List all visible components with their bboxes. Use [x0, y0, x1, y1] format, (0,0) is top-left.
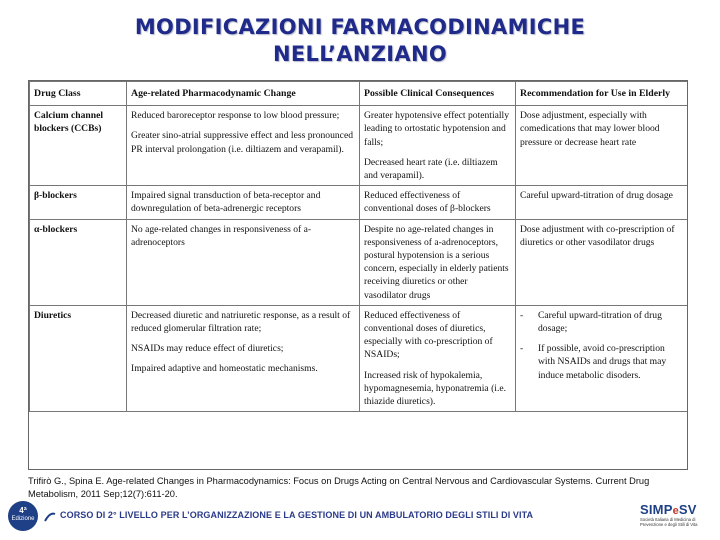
cell-text: Despite no age-related changes in responsiveness of a-adrenoceptors, postural hypotension is a serious concern, especially in elderly patients receiving diuretics or other vasodilator drugs: [364, 223, 509, 301]
drug-class-cell: Diuretics: [30, 305, 127, 411]
consequence-cell: [360, 305, 516, 411]
dash-bullet: -: [520, 343, 524, 355]
header-drug-class: Drug Class: [30, 82, 127, 106]
cell-text: Greater sino-atrial suppressive effect and less pronounced PR interval prolongation (i.e. diltiazem and verapamil).: [131, 130, 353, 155]
table-header-row: [30, 82, 688, 106]
table-row: [30, 186, 688, 219]
recommendation-cell: Dose adjustment with co-prescription of diuretics or other vasodilator drugs: [516, 219, 688, 305]
slide-title: [0, 14, 720, 68]
cell-text: Decreased heart rate (i.e. diltiazem and verapamil).: [364, 156, 498, 182]
simpesv-logo: [640, 502, 716, 532]
table-row: [30, 106, 688, 186]
table-row: [30, 219, 688, 305]
cell-text: Reduced baroreceptor response to low blood pressure;: [131, 110, 340, 122]
pharmacodynamics-table: [29, 81, 688, 412]
change-cell: [127, 186, 360, 219]
consequence-cell: [360, 219, 516, 305]
cell-text: Careful upward-titration of drug dosage;: [538, 309, 662, 335]
cell-text: Impaired adaptive and homeostatic mechanisms.: [131, 363, 318, 375]
change-cell: [127, 219, 360, 305]
cell-text: Increased risk of hypokalemia, hypomagnesemia, hyponatremia (i.e. thiazide diuretics).: [364, 369, 506, 408]
edition-number: 4ª: [19, 506, 27, 515]
recommendation-cell: Careful upward-titration of drug dosage: [516, 186, 688, 219]
recommendation-cell: [516, 305, 688, 411]
cell-text: No age-related changes in responsiveness of a-adrenoceptors: [131, 223, 312, 248]
drug-class-cell: α-blockers: [30, 219, 127, 305]
footer-bar: [0, 502, 720, 529]
header-consequences: Possible Clinical Consequences: [360, 82, 516, 106]
swoosh-icon: [44, 511, 56, 523]
change-cell: [127, 305, 360, 411]
logo-name: SIMPeSV: [640, 502, 697, 517]
dash-bullet: -: [520, 309, 524, 321]
drug-class-cell: Calcium channel blockers (CCBs): [30, 106, 127, 186]
recommendation-list-item: [520, 342, 683, 382]
cell-text: If possible, avoid co-prescription with NSAIDs and drugs that may induce metabolic disoders.: [538, 343, 667, 381]
edition-word: Edizione: [11, 516, 35, 522]
change-cell: [127, 106, 360, 186]
cell-text: Impaired signal transduction of beta-receptor and downregulation of beta-adrenergic receptors: [131, 190, 321, 215]
logo-subtitle: Società Italiana di Medicina di Prevenzione e degli Stili di Vita: [640, 517, 698, 527]
header-age-change: Age-related Pharmacodynamic Change: [127, 82, 360, 106]
cell-text: Reduced effectiveness of conventional doses of β-blockers: [364, 190, 491, 215]
table-row: [30, 305, 688, 411]
slide-title-line-2: NELL’ANZIANO: [273, 42, 447, 66]
course-title: CORSO DI 2° LIVELLO PER L’ORGANIZZAZIONE E LA GESTIONE DI UN AMBULATORIO DEGLI STILI DI VITA: [60, 510, 534, 520]
citation: Trifirò G., Spina E. Age-related Changes in Pharmacodynamics: Focus on Drugs Acting on Central Nervous and Cardiovascular Systems. Current Drug Metabolism, 2011 Sep;12(7):611-20.: [28, 476, 650, 499]
cell-text: Reduced effectiveness of conventional doses of diuretics, especially with co-prescription of NSAIDs;: [364, 309, 493, 361]
consequence-cell: [360, 106, 516, 186]
drug-class-cell: β-blockers: [30, 186, 127, 219]
slide-title-line-1: MODIFICAZIONI FARMACODINAMICHE: [134, 15, 586, 39]
recommendation-cell: Dose adjustment, especially with comedications that may lower blood pressure or decrease heart rate: [516, 106, 688, 186]
consequence-cell: [360, 186, 516, 219]
cell-text: Decreased diuretic and natriuretic response, as a result of reduced glomerular filtration rate;: [131, 309, 351, 335]
recommendation-list-item: [520, 309, 683, 335]
cell-text: NSAIDs may reduce effect of diuretics;: [131, 343, 284, 355]
table-container: [28, 80, 688, 470]
header-recommendation: Recommendation for Use in Elderly: [516, 82, 688, 106]
cell-text: Greater hypotensive effect potentially leading to ortostatic hypotension and falls;: [364, 110, 510, 148]
edition-badge: [8, 501, 38, 531]
